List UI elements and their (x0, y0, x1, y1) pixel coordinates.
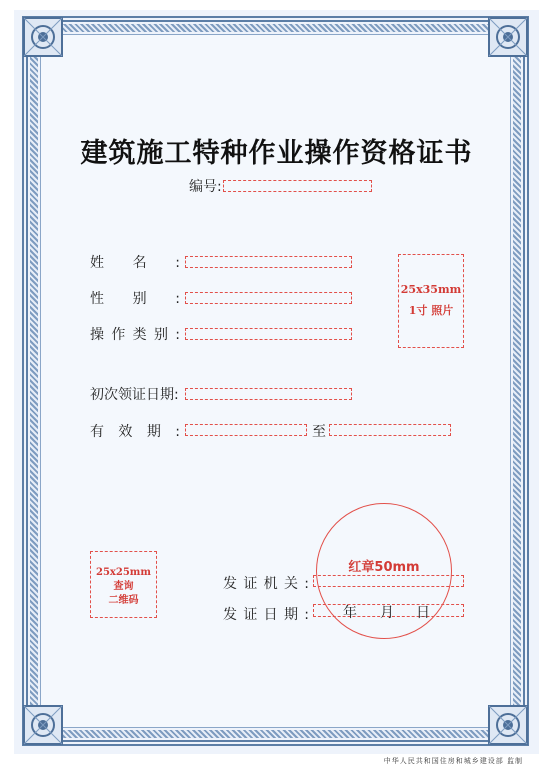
issue-day-label: 日 (416, 605, 430, 621)
supervisor-footer: 中华人民共和国住房和城乡建设部 监制 (383, 757, 523, 765)
validity-label: 有效期: (90, 424, 180, 440)
first-issue-label: 初次领证日期: (90, 387, 179, 403)
first-issue-field[interactable] (185, 388, 352, 400)
issue-date-label: 发证日期: (223, 607, 309, 623)
corner-ornament-icon (487, 704, 529, 746)
photo-size: 25x35mm (400, 283, 462, 296)
validity-end-field[interactable] (329, 424, 451, 436)
issue-month-label: 月 (380, 605, 394, 621)
authority-label: 发证机关: (223, 576, 309, 592)
name-field[interactable] (185, 256, 352, 268)
gender-field[interactable] (185, 292, 352, 304)
certificate-title: 建筑施工特种作业操作资格证书 (80, 138, 473, 169)
category-field[interactable] (185, 328, 352, 340)
authority-field[interactable] (313, 575, 464, 587)
validity-start-field[interactable] (185, 424, 307, 436)
gender-label: 性别: (90, 291, 180, 307)
name-label: 姓名: (90, 255, 180, 271)
corner-ornament-icon (22, 16, 64, 58)
issue-year-label: 年 (343, 605, 357, 621)
corner-ornament-icon (487, 16, 529, 58)
seal-size-text: 红章50mm (348, 560, 420, 575)
validity-to-label: 至 (312, 424, 326, 440)
qrcode-size: 25x25mm (96, 567, 151, 578)
qrcode-line1: 查询 (113, 581, 134, 592)
corner-ornament-icon (22, 704, 64, 746)
photo-note: 1寸 照片 (408, 304, 454, 317)
qrcode-line2: 二维码 (108, 595, 139, 606)
number-field[interactable] (223, 180, 372, 192)
qrcode-placeholder[interactable] (90, 551, 157, 618)
number-label: 编号: (189, 179, 222, 195)
category-label: 操作类别: (90, 327, 180, 343)
photo-placeholder[interactable] (398, 254, 464, 348)
